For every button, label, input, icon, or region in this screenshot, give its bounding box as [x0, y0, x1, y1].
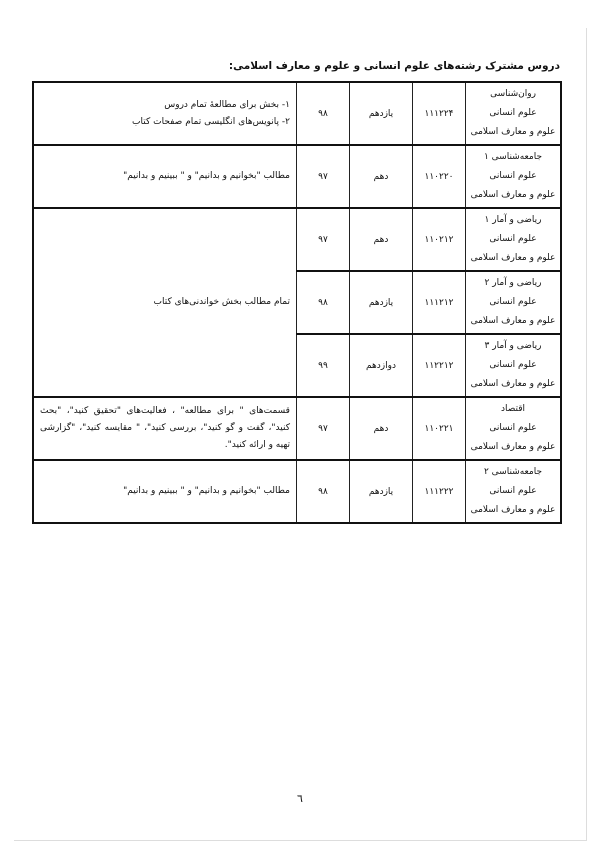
table-row: [33, 208, 561, 271]
grade: [350, 460, 413, 523]
course-code: [413, 145, 466, 208]
course-code-text: ۱۱۰۲۱۲: [424, 234, 454, 245]
course-name-text: علوم و معارف اسلامی: [470, 442, 556, 452]
grade: [350, 334, 413, 397]
year: [297, 397, 350, 460]
course-code: [413, 334, 466, 397]
grade: [350, 271, 413, 334]
removed-content: [33, 145, 297, 208]
course-code-text: ۱۱۲۲۱۲: [424, 360, 454, 371]
course-name: [466, 82, 562, 145]
course-name-text: علوم و معارف اسلامی: [470, 316, 556, 326]
grade: [350, 82, 413, 145]
grade-text: یازدهم: [368, 486, 394, 497]
year-text: ۹۸: [318, 297, 328, 308]
course-code: [413, 82, 466, 145]
grade-text: یازدهم: [368, 108, 394, 119]
year: [297, 460, 350, 523]
removed-content: [33, 397, 297, 460]
removed-content: [33, 208, 297, 397]
course-name-text: علوم انسانی: [489, 360, 537, 370]
table-row: [33, 82, 561, 145]
year: [297, 334, 350, 397]
table-row: [33, 460, 561, 523]
grade: [350, 397, 413, 460]
course-code: [413, 460, 466, 523]
course-name-text: علوم انسانی: [489, 486, 537, 496]
course-name-text: علوم انسانی: [489, 234, 537, 244]
course-name-text: علوم و معارف اسلامی: [470, 379, 556, 389]
course-name-text: علوم و معارف اسلامی: [470, 505, 556, 515]
course-name: [466, 397, 562, 460]
removed-content-text: مطالب "بخوانیم و بدانیم" و " ببینیم و بدانیم": [123, 486, 290, 496]
removed-content-text: قسمت‌های " برای مطالعه" ، فعالیت‌های "تحقیق کنید"، "بحث کنید"، گفت و گو کنید"، بررسی کنید"، " مقایسه کنید"، "گزارشی تهیه و ارائه کنید".: [40, 406, 290, 450]
year-text: ۹۷: [318, 171, 328, 182]
year-text: ۹۸: [318, 108, 328, 119]
course-name-text: علوم انسانی: [489, 423, 537, 433]
course-code-text: ۱۱۰۲۲۰: [424, 171, 454, 182]
course-code-text: ۱۱۱۲۱۲: [424, 297, 454, 308]
year-text: ۹۷: [318, 423, 328, 434]
course-name-text: علوم انسانی: [489, 108, 537, 118]
course-name: [466, 208, 562, 271]
course-name-text: علوم و معارف اسلامی: [470, 190, 556, 200]
course-code-text: ۱۱۰۲۲۱: [424, 423, 454, 434]
table-row: [33, 145, 561, 208]
removed-content-text: ۲- پانویس‌های انگلیسی تمام صفحات کتاب: [132, 116, 290, 127]
removed-content: [33, 82, 297, 145]
course-code: [413, 271, 466, 334]
course-name-text: ریاضی و آمار ۳: [484, 341, 542, 351]
grade-text: دهم: [373, 234, 389, 245]
removed-content-text: تمام مطالب بخش خواندنی‌های کتاب: [153, 297, 290, 307]
year: [297, 208, 350, 271]
courses-table: [32, 81, 562, 524]
grade-text: یازدهم: [368, 297, 394, 308]
grade: [350, 145, 413, 208]
grade-text: دهم: [373, 171, 389, 182]
course-name-text: جامعه‌شناسی ۱: [483, 152, 543, 162]
section-title: دروس مشترک رشته‌های علوم انسانی و علوم و معارف اسلامی:: [228, 60, 560, 72]
course-name-text: علوم و معارف اسلامی: [470, 127, 556, 137]
course-name: [466, 334, 562, 397]
grade-text: دوازدهم: [366, 360, 396, 371]
course-name-text: علوم انسانی: [489, 171, 537, 181]
year: [297, 145, 350, 208]
course-name-text: علوم انسانی: [489, 297, 537, 307]
course-name-text: علوم و معارف اسلامی: [470, 253, 556, 263]
grade-text: دهم: [373, 423, 389, 434]
year: [297, 271, 350, 334]
course-name-text: روان‌شناسی: [490, 89, 536, 99]
year-text: ۹۹: [318, 360, 328, 371]
year-text: ۹۸: [318, 486, 328, 497]
course-name-text: ریاضی و آمار ۲: [484, 278, 542, 288]
removed-content-text: مطالب "بخوانیم و بدانیم" و " ببینیم و بدانیم": [123, 171, 290, 181]
course-name: [466, 460, 562, 523]
grade: [350, 208, 413, 271]
removed-content: [33, 460, 297, 523]
course-name: [466, 145, 562, 208]
page-number: ٦: [297, 792, 303, 805]
removed-content-text: ۱- بخش برای مطالعهٔ تمام دروس: [164, 99, 290, 110]
table-row: [33, 397, 561, 460]
course-code-text: ۱۱۱۲۲۴: [424, 108, 454, 119]
course-code: [413, 208, 466, 271]
year-text: ۹۷: [318, 234, 328, 245]
course-code-text: ۱۱۱۲۲۲: [424, 486, 454, 497]
course-name-text: جامعه‌شناسی ۲: [483, 467, 543, 477]
course-name-text: اقتصاد: [500, 404, 526, 414]
course-code: [413, 397, 466, 460]
course-name-text: ریاضی و آمار ۱: [484, 215, 542, 225]
course-name: [466, 271, 562, 334]
year: [297, 82, 350, 145]
